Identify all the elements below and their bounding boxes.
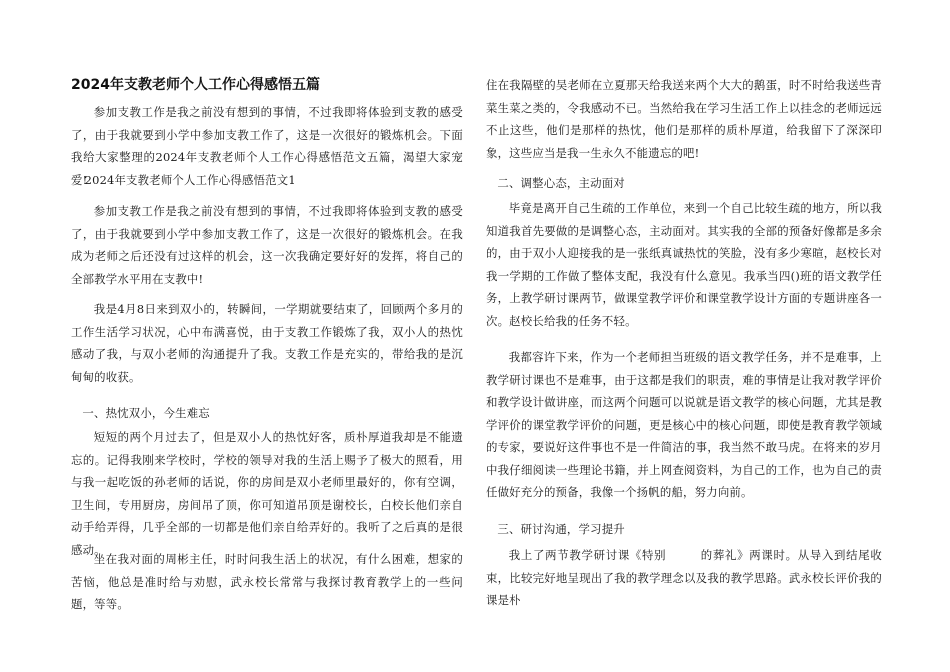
paragraph-2: 我是4月8日来到双小的，转瞬间，一学期就要结束了，回顾两个多月的工作生活学习状况，心中布满喜悦，由于支教工作锻炼了我，双小人的热忱感动了我，与双小老师的沟通提升了我。支教工作是充实的，带给我的是沉甸甸的收获。 bbox=[71, 302, 463, 384]
paragraph-8 bbox=[486, 544, 882, 612]
paragraph-6: 毕竟是离开自己生疏的工作单位，来到一个自己比较生疏的地方，所以我知道我首先要做的是调整心态，主动面对。其实我的全部的预备好像都是多余的，由于双小人迎接我的是一张纸真诚热忱的笑脸，没有多少寒暄，赵校长对我一学期的工作做了整体支配，我没有什么意见。我承当四()班的语文教学任务，上教学研讨课两节，做课堂教学评价和课堂教学设计方面的专题讲座各一次。赵校长给我的任务不轻。 bbox=[486, 201, 882, 328]
paragraph-3: 短短的两个月过去了，但是双小人的热忱好客，质朴厚道我却是不能遗忘的。记得我刚来学校时，学校的领导对我的生活上赐予了极大的照看，用与我一起吃饭的孙老师的话说，你的房间是双小老师里最好的，你有空调，卫生间，专用厨房，房间吊了顶，你可知道吊顶是谢校长，白校长他们亲自动手给弄得，几乎全部的一切都是他们亲自给弄好的。我听了之后真的是很感动。 bbox=[71, 430, 463, 557]
paragraph-8-part-1: 我上了两节教学研讨课《特别 bbox=[508, 548, 667, 562]
document-title: 2024年支教老师个人工作心得感悟五篇 bbox=[71, 77, 320, 93]
paragraph-4: 坐在我对面的周彬主任，时时问我生活上的状况，有什么困难，想家的苦恼，他总是准时给与劝慰，武永校长常常与我探讨教育教学上的一些问题，等等。 bbox=[71, 552, 463, 611]
section-heading-1: 一、热忱双小，今生难忘 bbox=[82, 406, 210, 420]
paragraph-7: 我都容许下来，作为一个老师担当班级的语文教学任务，并不是难事，上教学研讨课也不是难事，由于这都是我们的职责，难的事情是让我对教学评价和教学设计做讲座，而这两个问题可以说就是语文教学的核心问题，尤其是教学评价的课堂教学评价的问题，更是核心中的核心问题，即使是教育教学领域的专家，要说好这件事也不是一件简洁的事，我当然不敢马虎。在将来的岁月中我仔细阅读一些理论书籍，并上网查阅资料，为自己的工作，也为自己的责任做好充分的预备，我像一个扬帆的船，努力向前。 bbox=[486, 350, 882, 499]
paragraph-8-part-2: 的葬礼》两课时。从导入到结尾收束，比较完好地呈现出了我的教学理念以及我的教学思路。武永校长评价我的课是朴 bbox=[486, 548, 882, 607]
intro-paragraph: 参加支教工作是我之前没有想到的事情，不过我即将体验到支教的感受了，由于我就要到小学中参加支教工作了，这是一次很好的锻炼机会。下面我给大家整理的2024年支教老师个人工作心得感悟范文五篇，渴望大家宠爱! bbox=[71, 105, 463, 187]
section-heading-2: 二、调整心态，主动面对 bbox=[497, 176, 625, 190]
paragraph-1: 参加支教工作是我之前没有想到的事情，不过我即将体验到支教的感受了，由于我就要到小学中参加支教工作了，这是一次很好的锻炼机会。在我成为老师之后还没有过这样的机会，这一次我确定要好好的发挥，将自己的全部教学水平用在支教中! bbox=[71, 204, 463, 286]
section-heading-3: 三、研讨沟通，学习提升 bbox=[497, 522, 625, 536]
paragraph-5: 住在我隔壁的吴老师在立夏那天给我送来两个大大的鹅蛋，时不时给我送些青菜生菜之类的，令我感动不已。当然给我在学习生活工作上以挂念的老师远远不止这些，他们是那样的热忱，他们是那样的质朴厚道，给我留下了深深印象，这些应当是我一生永久不能遗忘的吧! bbox=[486, 78, 882, 160]
essay-title: 2024年支教老师个人工作心得感悟范文1 bbox=[84, 173, 296, 187]
